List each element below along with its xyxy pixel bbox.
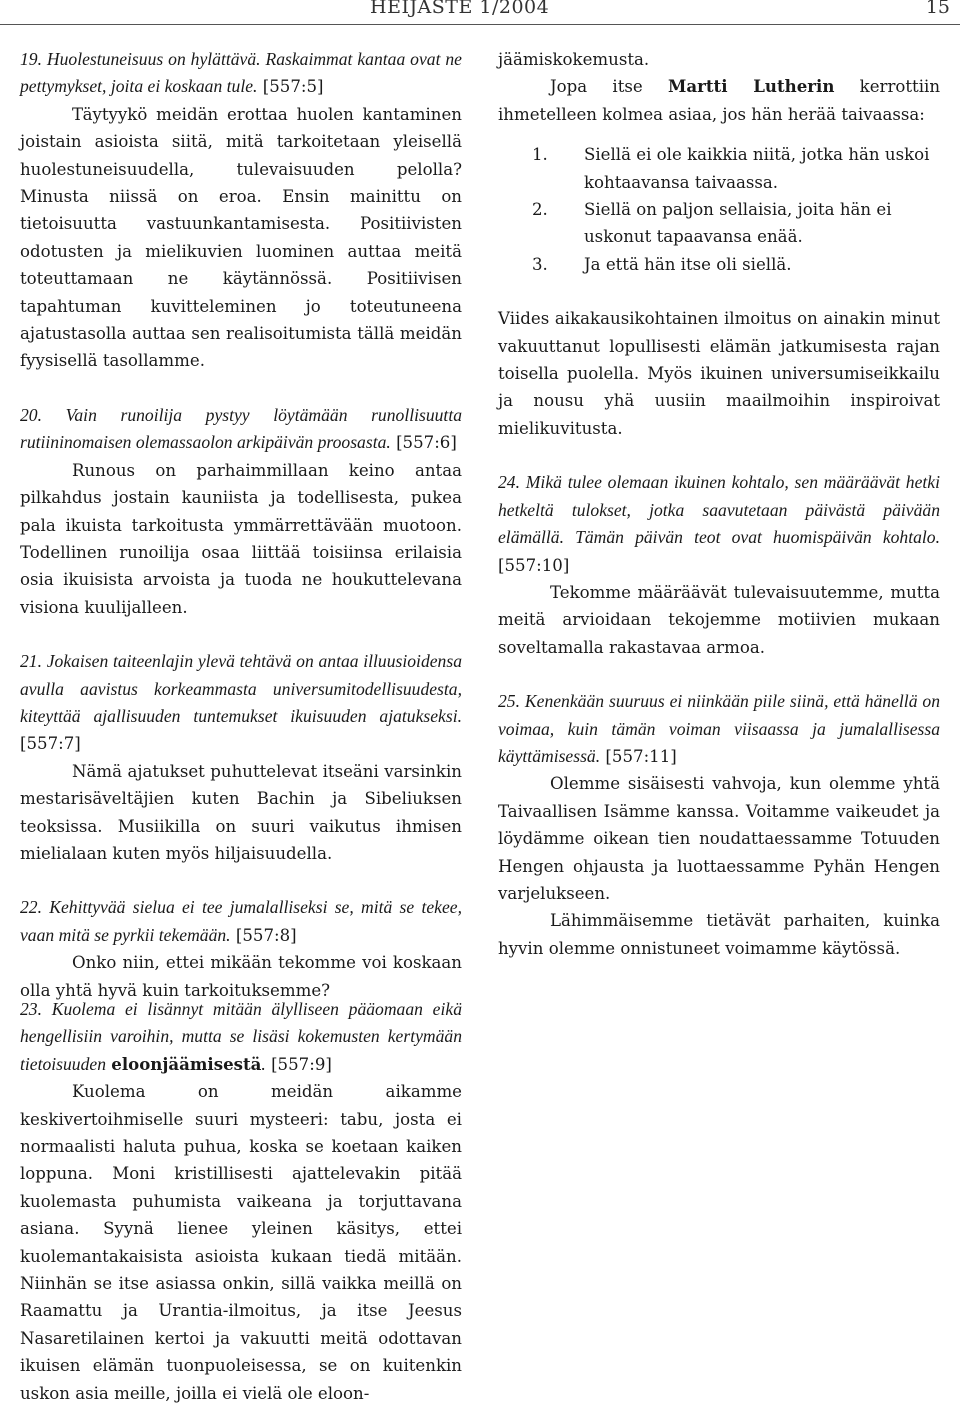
luther-lead: Jopa itse bbox=[550, 77, 643, 97]
answer-23: Kuolema on meidän aikamme keskivertoihmiselle suuri mysteeri: tabu, josta ei normaalisti haluta puhua, koska se koetaan kaiken loppuna. Moni kristillisesti ajattelevakin pitää kuolemasta puhumista vaikeana ja torjuttavana asiana. Syynä lienee yleinen käsitys, ettei kuolemantakaisista asioista kukaan tiedä mitään. Niinhän se itse asiassa onkin, sillä vaikka meillä on Raamattu ja Urantia-ilmoitus, ja itse Jeesus Nasaretilainen kertoi ja vakuutti meitä odottavan ikuisen elämän tuonpuoleisessa, se on kuitenkin uskon asia meille, joilla ei vielä ole eloon- bbox=[20, 1082, 462, 1403]
page-header bbox=[0, 0, 960, 25]
question-23-bold: eloonjäämisestä bbox=[111, 1053, 262, 1074]
fifth-revelation-paragraph: Viides aikakausikohtainen ilmoitus on ainakin minut vakuuttanut lopullisesti elämän jatkumisesta rajan toisella puolella. Myös ikuinen universumiseikkailu ja nousu yhä uusiin maailmoihin inspiroivat mielikuvitusta. bbox=[498, 309, 940, 438]
ref-22: [557:8] bbox=[235, 925, 297, 945]
answer-19: Täytyykö meidän erottaa huolen kantaminen joistain asioista siitä, mitä tarkoitetaan yleisellä huolestuneisuudella, tulevaisuuden pelolla? Minusta niissä on eroa. Ensin mainittu on tietoisuutta vastuunkantamisesta. Positiivisten odotusten ja mielikuvien luominen auttaa meitä toteuttamaan ne käytännössä. Positiivisen tapahtuman kuvitteleminen jo toteutuneena ajatustasolla auttaa sen realisoitumista tällä meidän fyysisellä tasollamme. bbox=[20, 104, 462, 371]
luther-list bbox=[498, 141, 940, 278]
closing-paragraph: Lähimmäisemme tietävät parhaiten, kuinka hyvin olemme onnistuneet voimamme käytössä. bbox=[498, 911, 940, 958]
question-23-end: . bbox=[261, 1053, 266, 1074]
item-20 bbox=[20, 402, 462, 457]
luther-name: Martti Lutherin bbox=[668, 76, 835, 97]
ref-24: [557:10] bbox=[498, 555, 570, 575]
question-20: 20. Vain runoilija pystyy löytämään runollisuutta rutiininomaisen olemassaolon arkipäivän proosasta. bbox=[20, 404, 462, 453]
list-number: 1. bbox=[532, 145, 548, 165]
question-21: 21. Jokaisen taiteenlajin ylevä tehtävä on antaa illuusioidensa avulla aavistus korkeammasta universumitodellisuudesta, kiteyttää ajallisuuden tuntemukset ikuisuuden ajatukseksi. bbox=[20, 651, 462, 726]
ref-25: [557:11] bbox=[605, 746, 677, 766]
item-19 bbox=[20, 46, 462, 101]
luther-paragraph bbox=[498, 73, 940, 128]
question-22: 22. Kehittyvää sielua ei tee jumalalliseksi se, mitä se tekee, vaan mitä se pyrkii tekemään. bbox=[20, 897, 462, 945]
bottom-left-block bbox=[20, 996, 462, 1407]
answer-24: Tekomme määräävät tulevaisuutemme, mutta meitä arvioidaan tekojemme motiivien mukaan soveltamalla rakastavaa armoa. bbox=[498, 582, 940, 657]
running-title: HEIJASTE 1/2004 bbox=[370, 0, 550, 18]
answer-20: Runous on parhaimmillaan keino antaa pilkahdus jostain kauniista ja todellisesta, pukea pala ikuista tarkoitusta ymmärrettävään muotoon. Todellinen runoilija osaa liittää toisiinsa erilaisia osia ikuisista arvoista ja tuoda ne houkuttelevana visiona kuulijalleen. bbox=[20, 460, 462, 617]
answer-21: Nämä ajatukset puhuttelevat itseäni varsinkin mestarisäveltäjien kuten Bachin ja Sibeliuksen teoksissa. Musiikilla on suuri vaikutus ihmisen mielialaan kuten myös hiljaisuudella. bbox=[20, 761, 462, 863]
item-25 bbox=[498, 688, 940, 770]
luther-rest: kerrottiin ihmetelleen kolmea asiaa, jos hän herää taivaassa: bbox=[498, 77, 941, 124]
list-number: 2. bbox=[532, 200, 548, 220]
item-23 bbox=[20, 996, 462, 1078]
item-24 bbox=[498, 469, 940, 579]
list-number: 3. bbox=[532, 254, 548, 274]
right-column bbox=[498, 46, 940, 962]
ref-19: [557:5] bbox=[262, 77, 324, 97]
list-text: Siellä ei ole kaikkia niitä, jotka hän uskoi kohtaavansa taivaassa. bbox=[584, 145, 930, 192]
item-21 bbox=[20, 648, 462, 758]
answer-25: Olemme sisäisesti vahvoja, kun olemme yhtä Taivaallisen Isämme kanssa. Voitamme vaikeudet ja löydämme oikean tien noudattaessamme Totuuden Hengen ohjausta ja luottaessamme Pyhän Hengen varjelukseen. bbox=[498, 774, 940, 903]
question-19: 19. Huolestuneisuus on hylättävä. Raskaimmat kantaa ovat ne pettymykset, joita ei koskaan tule. bbox=[20, 49, 462, 97]
list-item bbox=[498, 251, 940, 278]
list-item bbox=[498, 141, 940, 196]
item-22 bbox=[20, 894, 462, 949]
question-24: 24. Mikä tulee olemaan ikuinen kohtalo, sen määräävät hetki hetkeltä tulokset, jotka saavutetaan päivästä päivään elämällä. Tämän päivän teot ovat huomispäivän kohtalo. bbox=[498, 472, 940, 548]
ref-21: [557:7] bbox=[20, 734, 81, 754]
left-column bbox=[20, 46, 462, 1004]
continuation-text: jäämiskokemusta. bbox=[498, 50, 650, 69]
list-text: Ja että hän itse oli siellä. bbox=[584, 254, 792, 274]
ref-20: [557:6] bbox=[396, 433, 457, 453]
page-number: 15 bbox=[925, 0, 950, 18]
ref-23: [557:9] bbox=[271, 1054, 332, 1074]
question-23: 23. Kuolema ei lisännyt mitään älylliseen pääomaan eikä hengellisiin varoihin, mutta se lisäsi kokemusten kertymään tietoisuuden bbox=[20, 999, 462, 1074]
answer-22: Onko niin, ettei mikään tekomme voi koskaan olla yhtä hyvä kuin tarkoituksemme? bbox=[20, 953, 462, 1000]
list-item bbox=[498, 196, 940, 251]
question-25: 25. Kenenkään suuruus ei niinkään piile siinä, että hänellä on voimaa, kuin tämän voiman viisaassa ja jumalallisessa käyttämisessä. bbox=[498, 691, 940, 766]
list-text: Siellä on paljon sellaisia, joita hän ei uskonut tapaavansa enää. bbox=[584, 200, 892, 247]
